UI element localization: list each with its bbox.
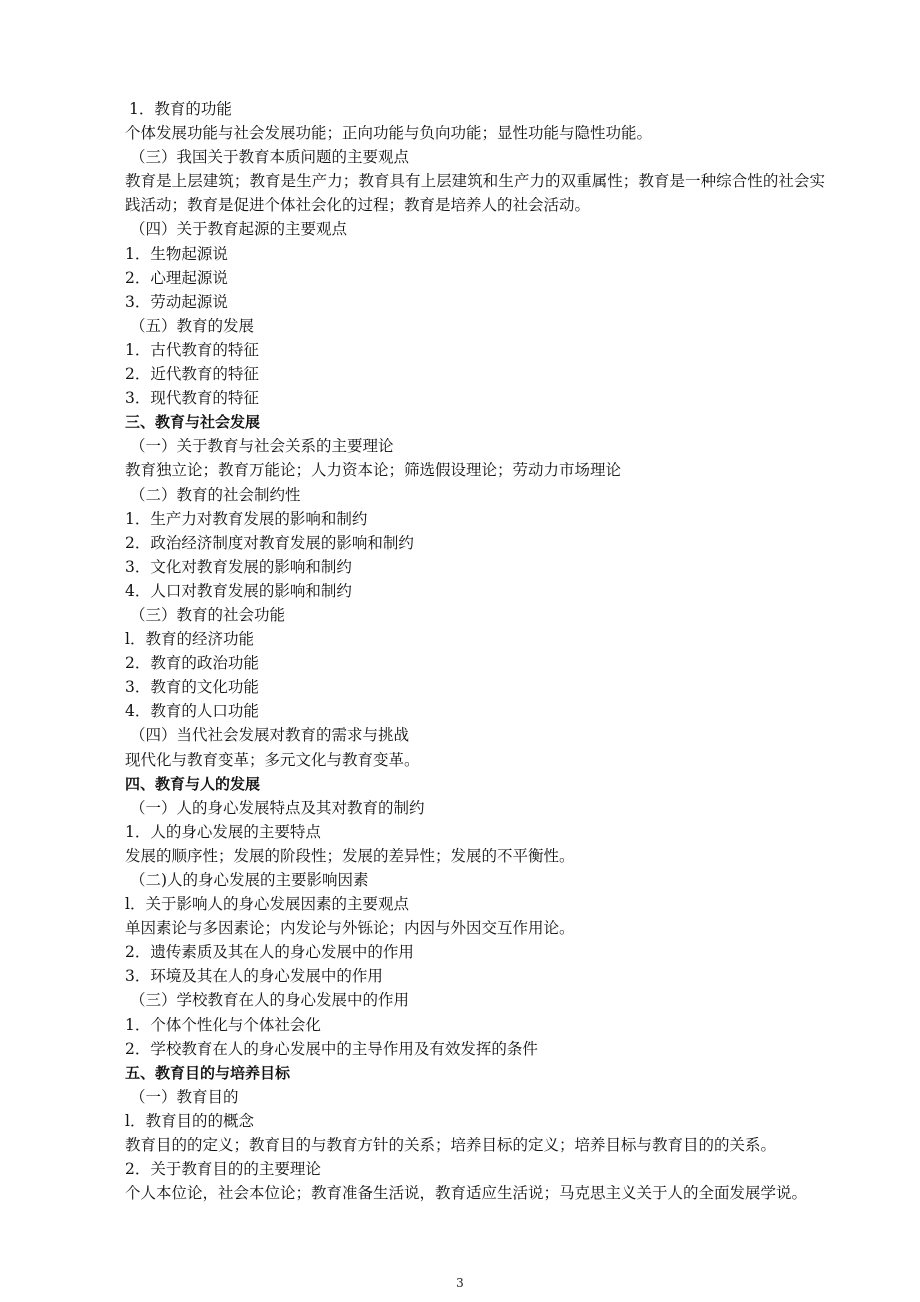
text-line: 3．环境及其在人的身心发展中的作用	[125, 967, 383, 986]
text-line: 3．教育的文化功能	[125, 678, 259, 697]
section-heading: 三、教育与社会发展	[125, 413, 261, 432]
section-heading: 四、教育与人的发展	[125, 774, 261, 793]
text-line: 1．古代教育的特征	[125, 340, 259, 359]
text-line: 2．政治经济制度对教育发展的影响和制约	[125, 533, 414, 552]
text-line: 1．个体个性化与个体社会化	[125, 1015, 321, 1034]
text-line: 个体发展功能与社会发展功能；正向功能与负向功能；显性功能与隐性功能。	[125, 124, 653, 143]
subsection-heading: （三）学校教育在人的身心发展中的作用	[130, 991, 410, 1010]
text-line: l．教育的经济功能	[125, 630, 254, 649]
text-line: 个人本位论，社会本位论；教育准备生活说，教育适应生活说；马克思主义关于人的全面发展学说。	[125, 1184, 808, 1203]
text-line: 3．劳动起源说	[125, 292, 228, 311]
document-body	[125, 97, 825, 1205]
text-line: 教育目的的定义；教育目的与教育方针的关系；培养目标的定义；培养目标与教育目的的关系。	[125, 1136, 777, 1155]
subsection-heading: （三）教育的社会功能	[130, 605, 286, 624]
text-line: 发展的顺序性；发展的阶段性；发展的差异性；发展的不平衡性。	[125, 846, 575, 865]
text-line: 2．关于教育目的的主要理论	[125, 1160, 321, 1179]
text-line: 1．生产力对教育发展的影响和制约	[125, 509, 368, 528]
text-line: 现代化与教育变革；多元文化与教育变革。	[125, 750, 420, 769]
subsection-heading: （一）关于教育与社会关系的主要理论	[130, 437, 394, 456]
subsection-heading: （一）人的身心发展特点及其对教育的制约	[130, 798, 425, 817]
text-line: 1．人的身心发展的主要特点	[125, 822, 321, 841]
text-line: 2．近代教育的特征	[125, 365, 259, 384]
text-line: 2．遗传素质及其在人的身心发展中的作用	[125, 943, 414, 962]
subsection-heading: （二)人的身心发展的主要影响因素	[130, 871, 369, 889]
text-line: 4．教育的人口功能	[125, 702, 259, 721]
text-line: l．教育目的的概念	[125, 1111, 254, 1130]
subsection-heading: （一）教育目的	[130, 1087, 239, 1106]
text-line: 1．教育的功能	[129, 100, 232, 118]
text-line: 3．现代教育的特征	[125, 389, 259, 408]
subsection-heading: （四）当代社会发展对教育的需求与挑战	[130, 726, 410, 745]
text-line: 4．人口对教育发展的影响和制约	[125, 581, 352, 600]
subsection-heading: （二）教育的社会制约性	[130, 485, 301, 504]
text-line: 单因素论与多因素论；内发论与外铄论；内因与外因交互作用论。	[125, 919, 575, 938]
section-heading: 五、教育目的与培养目标	[125, 1063, 291, 1082]
text-line: 3．文化对教育发展的影响和制约	[125, 557, 352, 576]
subsection-heading: （三）我国关于教育本质问题的主要观点	[130, 148, 410, 167]
subsection-heading: （四）关于教育起源的主要观点	[130, 220, 348, 239]
page-number: 3	[456, 1276, 464, 1290]
text-line: 教育是上层建筑；教育是生产力；教育具有上层建筑和生产力的双重属性；教育是一种综合性的社会实践活动；教育是促进个体社会化的过程；教育是培养人的社会活动。	[125, 172, 825, 215]
subsection-heading: （五）教育的发展	[130, 316, 255, 335]
text-line: 2．学校教育在人的身心发展中的主导作用及有效发挥的条件	[125, 1039, 538, 1058]
text-line: 教育独立论；教育万能论；人力资本论；筛选假设理论；劳动力市场理论	[125, 461, 622, 480]
text-line: 2．心理起源说	[125, 268, 228, 287]
text-line: 2．教育的政治功能	[125, 654, 259, 673]
text-line: l．关于影响人的身心发展因素的主要观点	[125, 895, 409, 914]
text-line: 1．生物起源说	[125, 244, 228, 263]
